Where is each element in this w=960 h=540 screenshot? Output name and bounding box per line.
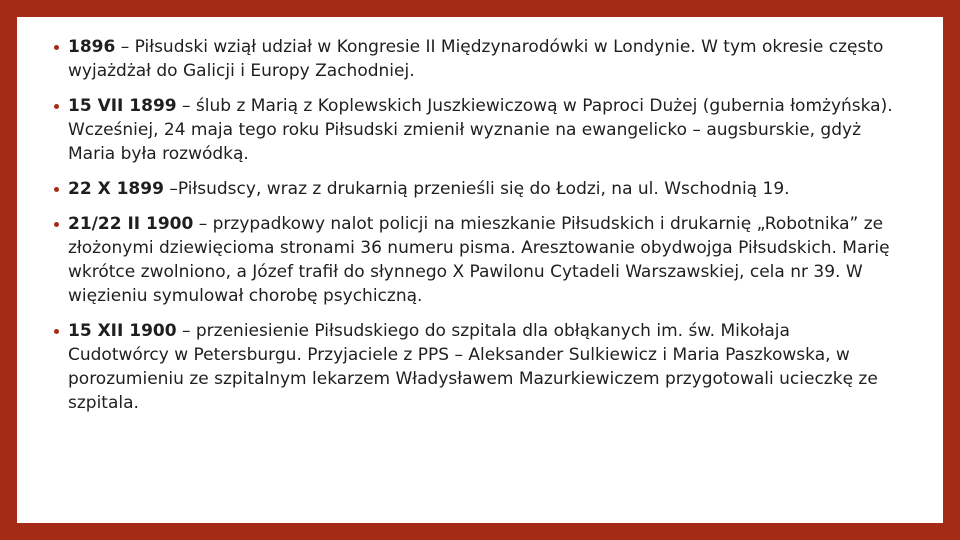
- bullet-date: 21/22 II 1900: [68, 214, 194, 234]
- bullet-item-1899-wedding: [53, 94, 893, 166]
- bullet-item-1899-lodz: [53, 177, 893, 201]
- bullet-text: – przeniesienie Piłsudskiego do szpitala dla obłąkanych im. św. Mikołaja Cudotwórcy w Petersburgu. Przyjaciele z PPS – Aleksander Sulkiewicz i Maria Paszkowska, w porozumieniu ze szpitalnym lekarzem Władysławem Mazurkiewiczem przygotowali ucieczkę ze szpitala.: [68, 321, 878, 413]
- bullet-date: 22 X 1899: [68, 179, 164, 199]
- bullet-icon: [54, 187, 59, 192]
- bullet-icon: [54, 329, 59, 334]
- bullet-icon: [54, 45, 59, 50]
- slide-content: [17, 17, 943, 523]
- bullet-item-1900-arrest: [53, 212, 893, 308]
- bullet-text: –Piłsudscy, wraz z drukarnią przenieśli się do Łodzi, na ul. Wschodnią 19.: [163, 179, 790, 199]
- bullet-date: 1896: [68, 37, 116, 57]
- bullet-text: – ślub z Marią z Koplewskich Juszkiewiczową w Paproci Dużej (gubernia łomżyńska). Wcześniej, 24 maja tego roku Piłsudski zmienił wyznanie na ewangelicko – augsburskie, gdyż Maria była rozwódką.: [68, 96, 893, 164]
- bullet-list: [53, 35, 893, 415]
- bullet-item-1896: [53, 35, 893, 83]
- bullet-icon: [54, 222, 59, 227]
- bullet-item-1900-hospital: [53, 319, 893, 415]
- bullet-text: – przypadkowy nalot policji na mieszkanie Piłsudskich i drukarnię „Robotnika” ze złożonymi dziewięcioma stronami 36 numeru pisma. Aresztowanie obydwojga Piłsudskich. Marię wkrótce zwolniono, a Józef trafił do słynnego X Pawilonu Cytadeli Warszawskiej, cela nr 39. W więzieniu symulował chorobę psychiczną.: [68, 214, 890, 306]
- bullet-text: – Piłsudski wziął udział w Kongresie II Międzynarodówki w Londynie. W tym okresie często wyjażdżał do Galicji i Europy Zachodniej.: [68, 37, 884, 81]
- bullet-date: 15 VII 1899: [68, 96, 177, 116]
- bullet-date: 15 XII 1900: [68, 321, 177, 341]
- bullet-icon: [54, 104, 59, 109]
